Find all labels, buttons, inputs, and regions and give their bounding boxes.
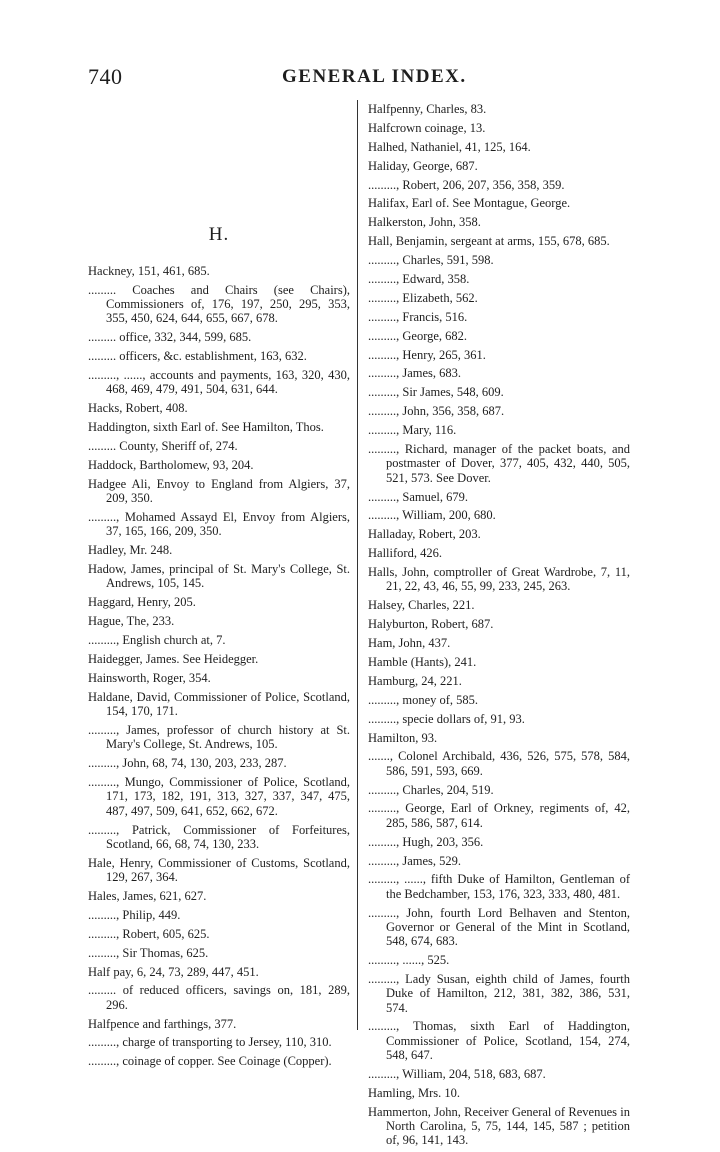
- index-entry: ........., ......, 525.: [368, 953, 450, 968]
- index-entry: Hall, Benjamin, sergeant at arms, 155, 678, 685.: [368, 234, 610, 249]
- page-number: 740: [88, 64, 123, 89]
- index-entry: ........., Samuel, 679.: [368, 489, 468, 504]
- index-entry: ........., Philip, 449.: [88, 907, 181, 922]
- index-entry: Halyburton, Robert, 687.: [368, 617, 494, 632]
- index-entry: ........., John, 68, 74, 130, 203, 233, 287.: [88, 756, 287, 771]
- index-entry: ........., Sir James, 548, 609.: [368, 385, 504, 400]
- index-entry: ........., Charles, 591, 598.: [368, 253, 494, 268]
- index-entry: Hamilton, 93.: [368, 730, 438, 745]
- index-entry: Hamburg, 24, 221.: [368, 673, 462, 688]
- index-entry: ........., Mary, 116.: [368, 423, 457, 438]
- index-entry: ........., Mohamed Assayd El, Envoy from Algiers, 37, 165, 166, 209, 350.: [88, 510, 350, 539]
- index-entry: ........., Edward, 358.: [368, 272, 470, 287]
- index-entry: ........., Mungo, Commissioner of Police, Scotland, 171, 173, 182, 191, 313, 327, 337, 347, 475, 487, 497, 509, 641, 652, 662, 672.: [88, 775, 350, 818]
- index-entry: ........., George, Earl of Orkney, regiments of, 42, 285, 586, 587, 614.: [368, 801, 630, 830]
- index-entry: ........., Sir Thomas, 625.: [88, 945, 209, 960]
- index-entry: Haidegger, James. See Heidegger.: [88, 652, 259, 667]
- section-letter: H.: [208, 224, 230, 245]
- index-entry: ........., Francis, 516.: [368, 309, 468, 324]
- index-entry: Halhed, Nathaniel, 41, 125, 164.: [368, 139, 531, 154]
- index-entry: Halifax, Earl of. See Montague, George.: [368, 196, 571, 211]
- index-entry: Haddington, sixth Earl of. See Hamilton, Thos.: [88, 420, 324, 435]
- index-entry: Halfpence and farthings, 377.: [88, 1016, 237, 1031]
- index-entry: ......... officers, &c. establishment, 163, 632.: [88, 349, 307, 364]
- column-divider: [357, 100, 358, 1030]
- index-entry: Half pay, 6, 24, 73, 289, 447, 451.: [88, 964, 259, 979]
- index-entry: ......... office, 332, 344, 599, 685.: [88, 330, 252, 345]
- index-entry: ........., Robert, 206, 207, 356, 358, 359.: [368, 177, 565, 192]
- index-entry: ......... County, Sheriff of, 274.: [88, 439, 238, 454]
- index-entry: Halsey, Charles, 221.: [368, 598, 475, 613]
- index-entry: ........., Thomas, sixth Earl of Haddington, Commissioner of Police, Scotland, 154, 274, 548, 647.: [368, 1019, 630, 1063]
- index-entry: ........., James, professor of church history at St. Mary's College, St. Andrews, 105.: [88, 723, 350, 752]
- index-entry: ........., James, 683.: [368, 366, 462, 381]
- running-head: GENERAL INDEX.: [282, 66, 467, 87]
- index-entry: ........., money of, 585.: [368, 692, 479, 707]
- index-entry: Hammerton, John, Receiver General of Revenues in North Carolina, 5, 75, 144, 145, 587 ; petition of, 96, 141, 143.: [368, 1104, 630, 1148]
- index-entry: ........., John, fourth Lord Belhaven and Stenton, Governor or General of the Mint in Scotland, 548, 674, 683.: [368, 905, 630, 949]
- index-entry: Haliday, George, 687.: [368, 158, 478, 173]
- index-entry: ......... Coaches and Chairs (see Chairs), Commissioners of, 176, 197, 250, 295, 353, 355, 450, 624, 644, 655, 667, 678.: [88, 282, 350, 326]
- index-entry: Hadley, Mr. 248.: [88, 543, 173, 558]
- index-entry: Hadow, James, principal of St. Mary's College, St. Andrews, 105, 145.: [88, 562, 350, 591]
- index-entry: Hackney, 151, 461, 685.: [88, 264, 210, 278]
- index-entry: Halliford, 426.: [368, 546, 442, 561]
- index-entry: ........., Richard, manager of the packet boats, and postmaster of Dover, 377, 405, 432, 440, 505, 521, 573. See Dover.: [368, 442, 630, 485]
- index-entry: ........., coinage of copper. See Coinage (Copper).: [88, 1054, 332, 1069]
- index-entry: Hague, The, 233.: [88, 614, 175, 629]
- index-entry: ........., ......, fifth Duke of Hamilton, Gentleman of the Bedchamber, 153, 176, 323, 333, 480, 481.: [368, 872, 630, 901]
- index-entry: ......... of reduced officers, savings on, 181, 289, 296.: [88, 983, 350, 1012]
- index-entry: ........., George, 682.: [368, 328, 468, 343]
- index-entry: ........., Hugh, 203, 356.: [368, 834, 484, 849]
- index-entry: ........., Henry, 265, 361.: [368, 347, 486, 362]
- index-entry: Ham, John, 437.: [368, 636, 451, 651]
- index-entry: Haldane, David, Commissioner of Police, Scotland, 154, 170, 171.: [88, 689, 350, 719]
- right-column: [368, 102, 630, 1152]
- index-entry: Hale, Henry, Commissioner of Customs, Scotland, 129, 267, 364.: [88, 855, 350, 885]
- index-entry: ........., John, 356, 358, 687.: [368, 404, 505, 419]
- index-entry: ........., William, 200, 680.: [368, 508, 496, 523]
- index-entry: ........., specie dollars of, 91, 93.: [368, 711, 525, 726]
- index-entry: Hacks, Robert, 408.: [88, 401, 188, 416]
- index-entry: Halfpenny, Charles, 83.: [368, 102, 487, 116]
- index-entry: Halls, John, comptroller of Great Wardrobe, 7, 11, 21, 22, 43, 46, 55, 99, 233, 245, 263.: [368, 565, 630, 594]
- left-column: [88, 264, 350, 1073]
- index-entry: Halladay, Robert, 203.: [368, 527, 481, 542]
- index-entry: ........., Robert, 605, 625.: [88, 926, 210, 941]
- index-entry: ........., William, 204, 518, 683, 687.: [368, 1066, 546, 1081]
- index-entry: ........., Elizabeth, 562.: [368, 290, 478, 305]
- index-entry: ........., James, 529.: [368, 853, 462, 868]
- index-entry: ........., Charles, 204, 519.: [368, 782, 494, 797]
- index-entry: ........., Patrick, Commissioner of Forfeitures, Scotland, 66, 68, 74, 130, 233.: [88, 822, 350, 851]
- index-entry: ........., Lady Susan, eighth child of James, fourth Duke of Hamilton, 212, 381, 382, 386, 531, 574.: [368, 972, 630, 1015]
- index-entry: ........., English church at, 7.: [88, 633, 226, 648]
- index-entry: Haddock, Bartholomew, 93, 204.: [88, 458, 254, 473]
- index-entry: Haggard, Henry, 205.: [88, 595, 196, 610]
- index-entry: ......., Colonel Archibald, 436, 526, 575, 578, 584, 586, 591, 593, 669.: [368, 749, 630, 778]
- index-entry: Hadgee Ali, Envoy to England from Algiers, 37, 209, 350.: [88, 476, 350, 506]
- index-entry: ........., ......, accounts and payments, 163, 320, 430, 468, 469, 479, 491, 504, 631, 644.: [88, 368, 350, 397]
- index-entry: Hamble (Hants), 241.: [368, 654, 477, 669]
- index-entry: Hales, James, 621, 627.: [88, 888, 207, 903]
- index-entry: Hainsworth, Roger, 354.: [88, 670, 211, 685]
- index-entry: Halfcrown coinage, 13.: [368, 120, 486, 135]
- index-entry: Hamling, Mrs. 10.: [368, 1085, 461, 1100]
- index-entry: ........., charge of transporting to Jersey, 110, 310.: [88, 1035, 332, 1050]
- index-entry: Halkerston, John, 358.: [368, 215, 481, 230]
